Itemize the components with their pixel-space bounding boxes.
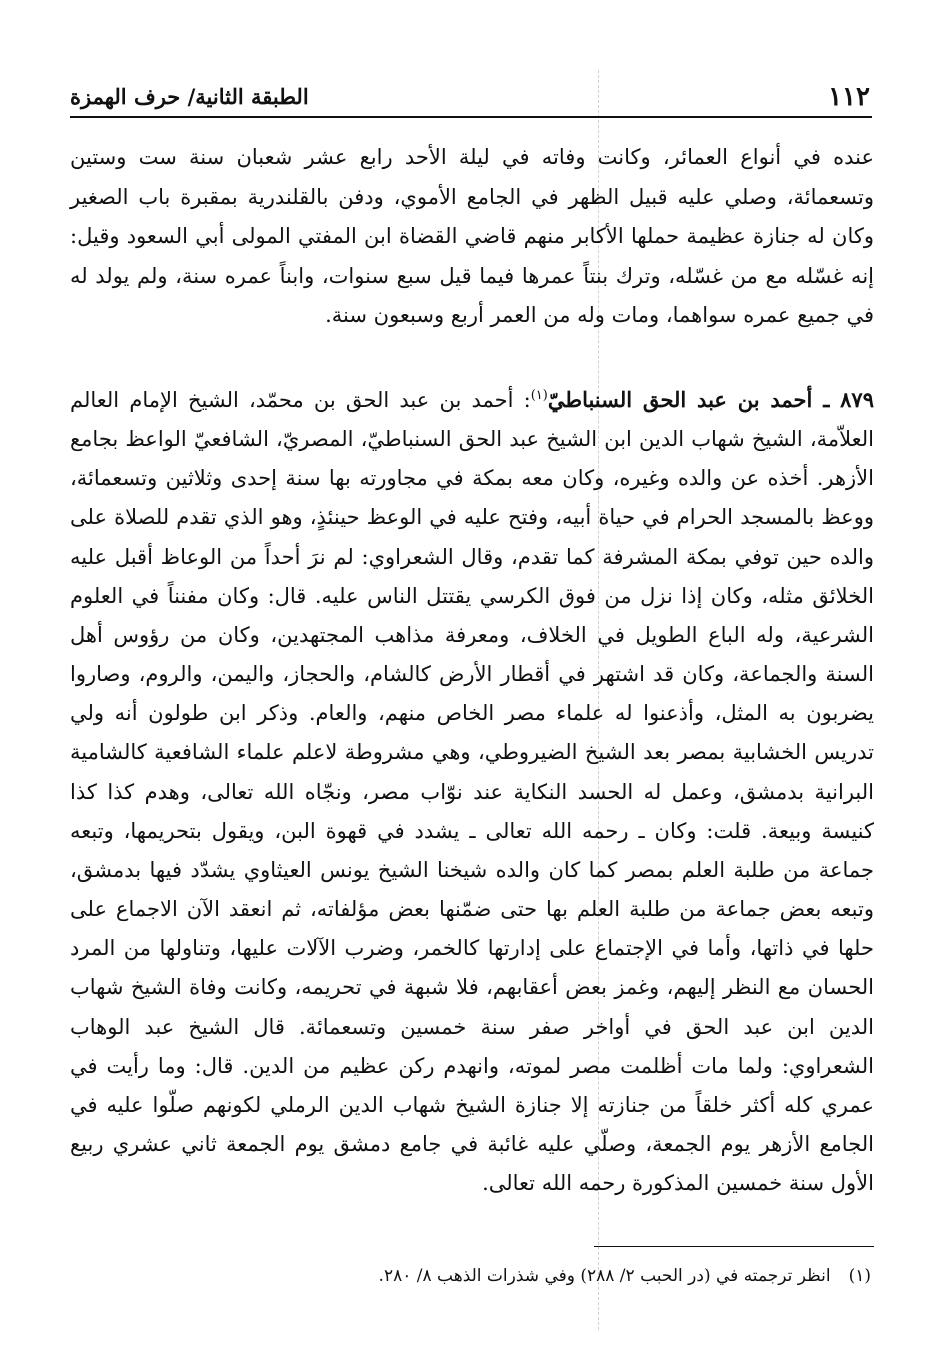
footnote (71, 1262, 871, 1290)
entry-body-text: : أحمد بن عبد الحق بن محمّد، الشيخ الإمام العالم العلاّمة، الشيخ شهاب الدين ابن الشيخ عبد الحق السنباطيّ، المصريّ، الشافعيّ الواعظ بجامع الأزهر. أخذه عن والده وغيره، وكان معه بمكة في مجاورته بها سنة إحدى وثلاثين وتسعمائة، ووعظ بالمسجد الحرام في حياة أبيه، وفتح عليه في الوعظ حينئذٍ، وهو الذي تقدم للصلاة على والده حين توفي بمكة المشرفة كما تقدم، وقال الشعراوي: لم نرَ أحداً من الوعاظ أقبل عليه الخلائق مثله، وكان إذا نزل من فوق الكرسي يقتتل الناس عليه. قال: وكان مفنناً في العلوم الشرعية، وله الباع الطويل في الخلاف، ومعرفة مذاهب المجتهدين، وكان من رؤوس أهل السنة والجماعة، وكان قد اشتهر في أقطار الأرض كالشام، والحجاز، واليمن، والروم، وصاروا يضربون به المثل، وأذعنوا له علماء مصر الخاص منهم، والعام. وذكر ابن طولون أنه ولي تدريس الخشابية بمصر بعد الشيخ الضيروطي، وهي مشروطة لاعلم علماء الشافعية كالشامية البرانية بدمشق، وعمل له الحسد النكاية عند نوّاب مصر، ونجّاه الله تعالى، وهدم كذا كذا كنيسة وبيعة. قلت: وكان ـ رحمه الله تعالى ـ يشدد في قهوة البن، ويقول بتحريمها، وتبعه جماعة من طلبة العلم بمصر كما كان والده شيخنا الشيخ يونس العيثاوي يشدّد فيها بدمشق، وتبعه بعض جماعة من طلبة العلم بها حتى ضمّنها بعض مؤلفاته، ثم انعقد الآن الاجماع على حلها في ذاتها، وأما في الإجتماع على إدارتها كالخمر، وضرب الآلات عليها، وتناولها من المرد الحسان مع النظر إليهم، وغمز بعض أعقابهم، فلا شبهة في تحريمه، وكانت وفاة الشيخ شهاب الدين ابن عبد الحق في أواخر صفر سنة خمسين وتسعمائة. قال الشيخ عبد الوهاب الشعراوي: ولما مات أظلمت مصر لموته، وانهدم ركن عظيم من الدين. قال: وما رأيت في عمري كله أكثر خلقاً من جنازته إلا جنازة الشيخ شهاب الدين الرملي لكونهم صلّوا عليه في الجامع الأزهر يوم الجمعة، وصلّي عليه غائبة في جامع دمشق يوم الجمعة ثاني عشري ربيع الأول سنة خمسين المذكورة رحمه الله تعالى. (70, 388, 874, 1196)
footnote-divider (594, 1246, 874, 1247)
entry-heading: ٨٧٩ ـ أحمد بن عبد الحق السنباطيّ (547, 387, 874, 412)
footnote-reference[interactable]: (١) (530, 388, 548, 403)
footnote-marker: (١) (848, 1266, 871, 1286)
page-number: ١١٢ (828, 82, 870, 112)
paragraph-text: عنده في أنواع العمائر، وكانت وفاته في ليلة الأحد رابع عشر شعبان سنة ست وستين وتسعمائة، وصلي عليه قبيل الظهر في الجامع الأموي، ودفن بالقلندرية بمقبرة باب الصغير وكان له جنازة عظيمة حملها الأكابر منهم قاضي القضاة ابن المفتي المولى أبي السعود وقيل: إنه غسّله مع من غسّله، وترك بنتاً عمرها فيما قيل سبع سنوات، وابناً عمره سنة، ولم يولد له في جميع عمره سواهما، ومات وله من العمر أربع وسبعون سنة. (70, 145, 874, 328)
section-title: الطبقة الثانية/ حرف الهمزة (70, 84, 309, 109)
footnote-text: انظر ترجمته في (در الحبب ٢/ ٢٨٨) وفي شذرات الذهب ٨/ ٢٨٠. (378, 1266, 831, 1286)
running-header (70, 78, 870, 112)
header-divider (70, 116, 872, 118)
paragraph-previous-entry-end (70, 138, 874, 336)
paragraph-entry-879 (70, 380, 874, 1203)
